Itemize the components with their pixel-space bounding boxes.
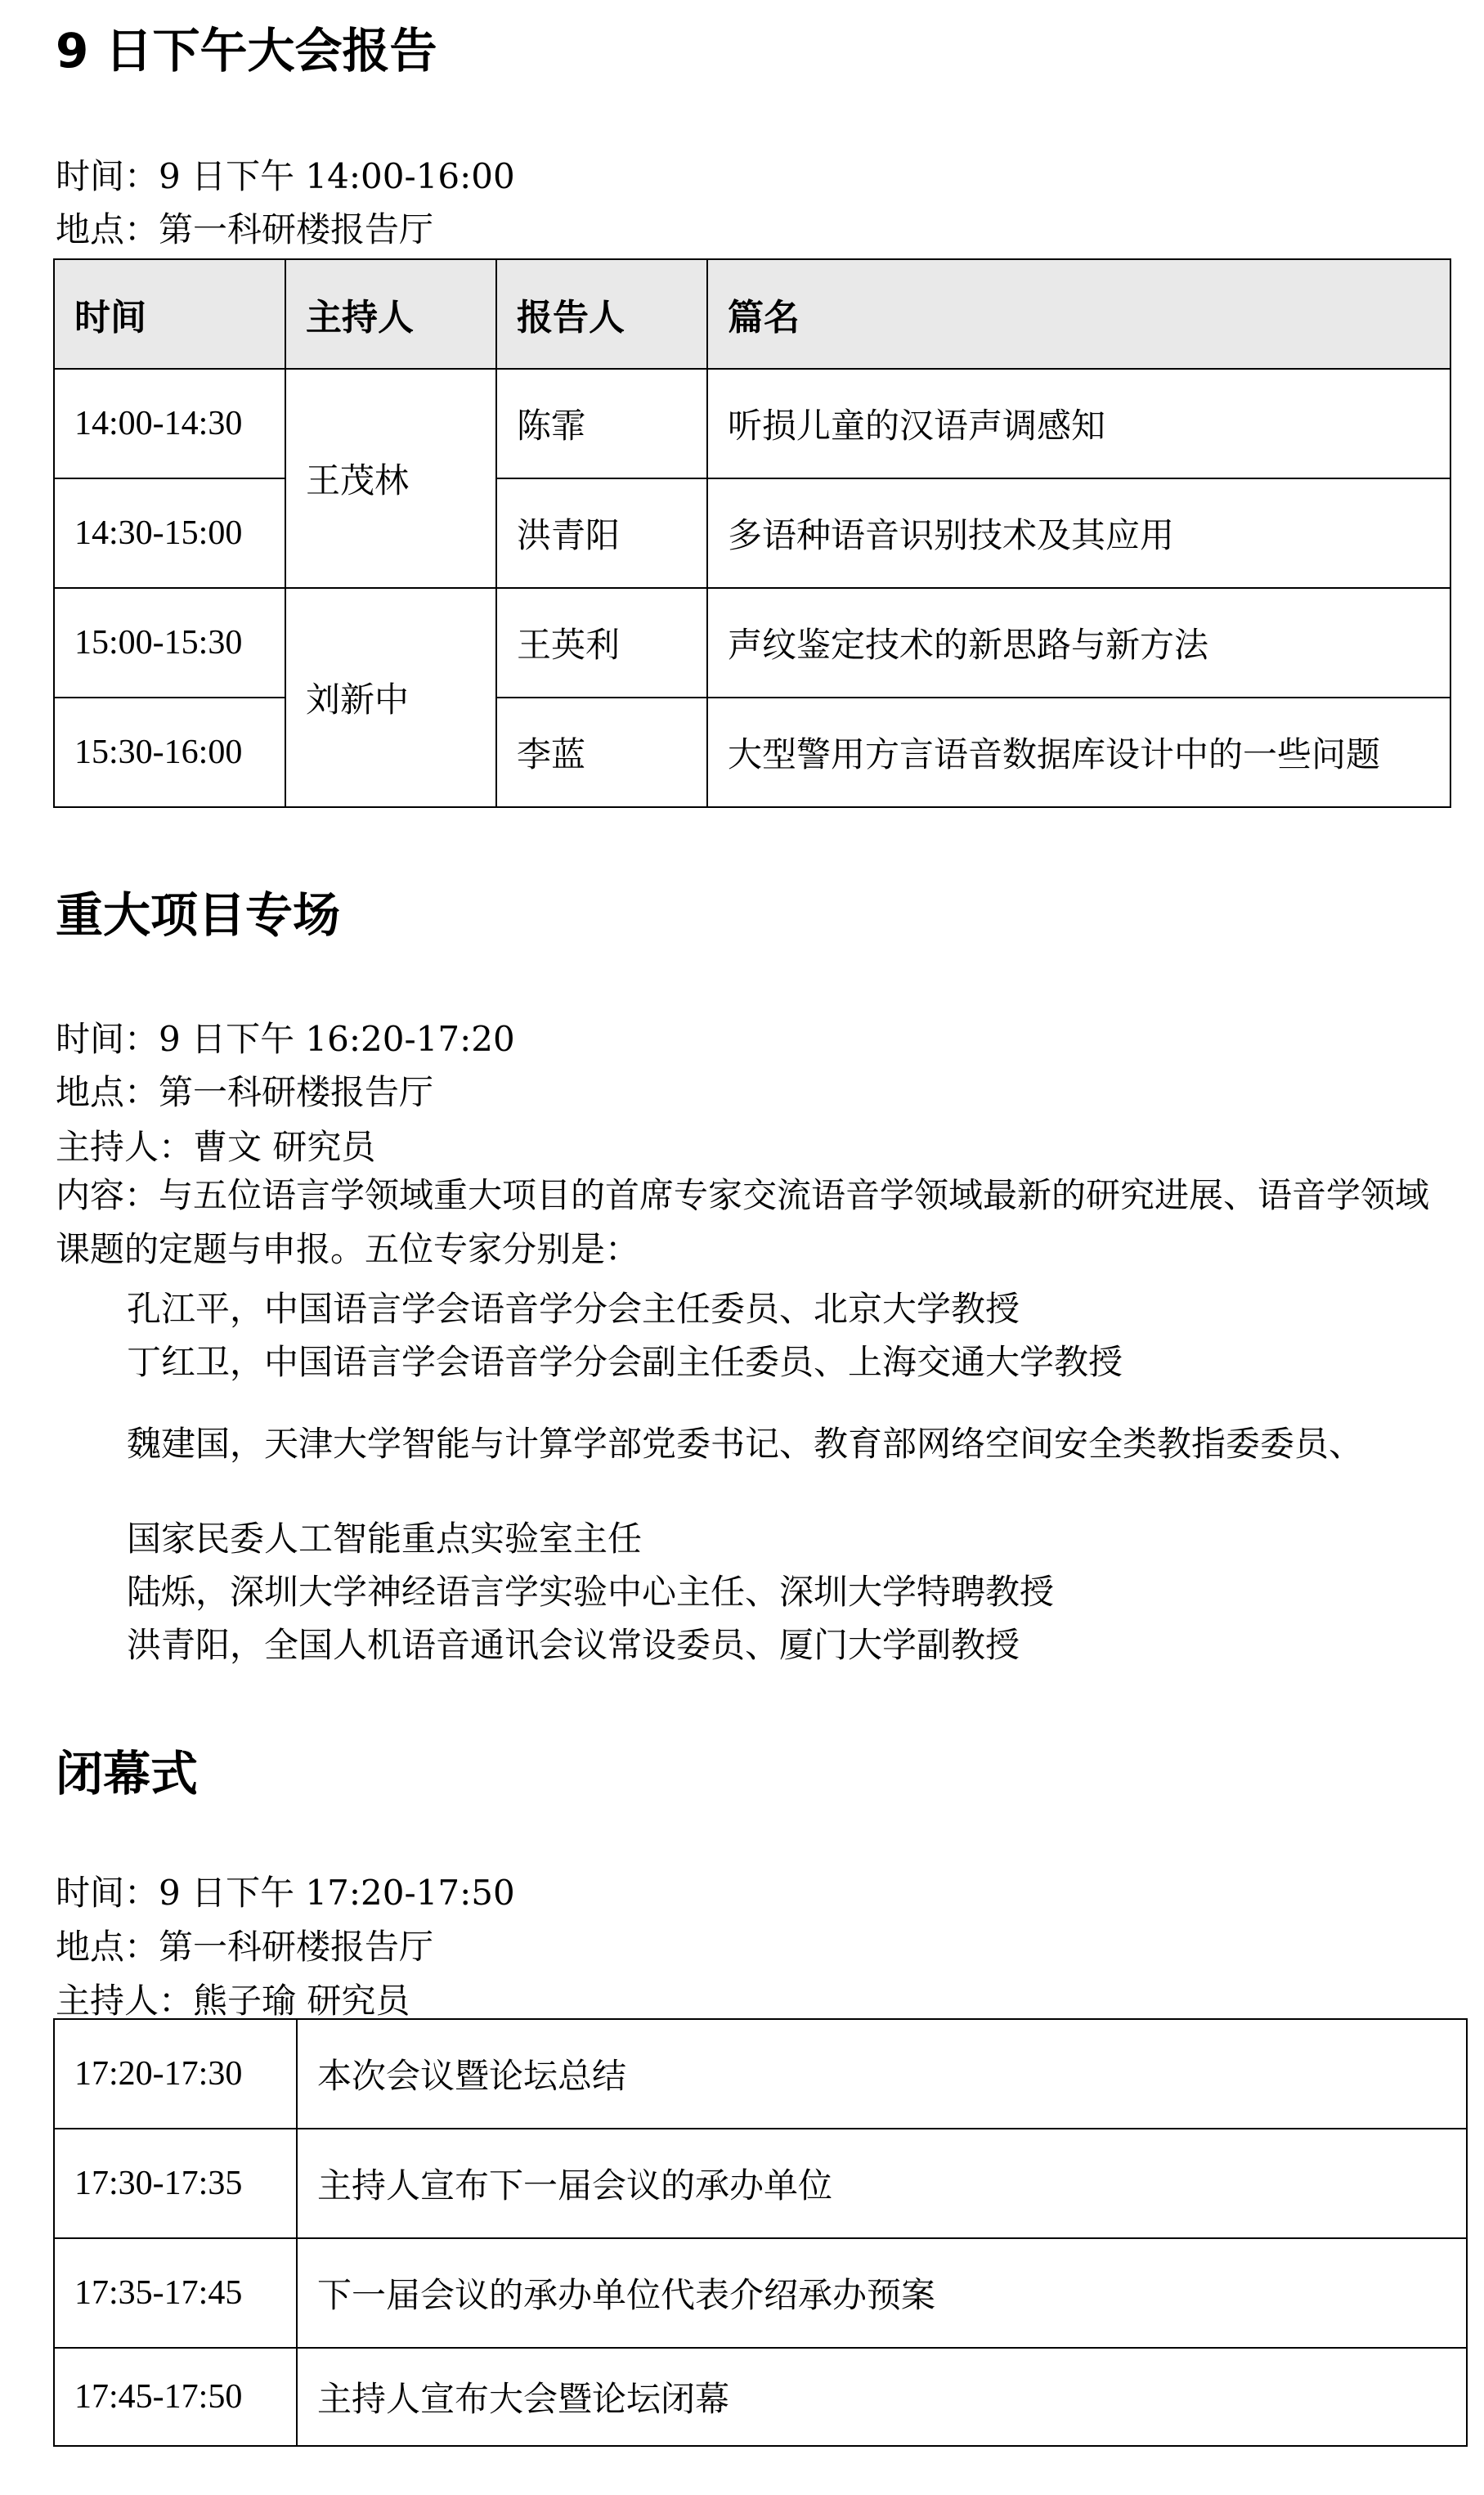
cell-title: 声纹鉴定技术的新思路与新方法 [707, 588, 1450, 698]
cell-time: 15:30-16:00 [54, 698, 285, 807]
cell-title: 多语种语音识别技术及其应用 [707, 478, 1450, 588]
table-row [54, 588, 1450, 698]
cell-time: 15:00-15:30 [54, 588, 285, 698]
session-place: 地点：第一科研楼报告厅 [56, 1072, 434, 1112]
cell-time: 17:45-17:50 [54, 2348, 297, 2446]
cell-title: 听损儿童的汉语声调感知 [707, 369, 1450, 478]
session-time: 时间：9 日下午 17:20-17:50 [56, 1873, 515, 1913]
cell-item: 主持人宣布下一届会议的承办单位 [297, 2129, 1467, 2238]
header-time: 时间 [54, 259, 285, 369]
session-time: 时间：9 日下午 14:00-16:00 [56, 156, 515, 196]
expert-item: 陆烁，深圳大学神经语言学实验中心主任、深圳大学特聘教授 [127, 1572, 1055, 1612]
cell-host: 王茂林 [285, 369, 496, 588]
session-time: 时间：9 日下午 16:20-17:20 [56, 1019, 515, 1059]
expert-item: 孔江平，中国语言学会语音学分会主任委员、北京大学教授 [127, 1289, 1020, 1329]
cell-speaker: 李蓝 [496, 698, 707, 807]
table-row [54, 698, 1450, 807]
table-row [54, 369, 1450, 478]
cell-time: 17:30-17:35 [54, 2129, 297, 2238]
session-content: 内容：与五位语言学领域重大项目的首席专家交流语音学领域最新的研究进展、语音学领域课题的定题与申报。五位专家分别是： [56, 1175, 1430, 1269]
header-title: 篇名 [707, 259, 1450, 369]
cell-title: 大型警用方言语音数据库设计中的一些问题 [707, 698, 1450, 807]
expert-item-continuation: 国家民委人工智能重点实验室主任 [127, 1519, 643, 1559]
session-host: 主持人：曹文 研究员 [56, 1127, 376, 1167]
cell-time: 14:30-15:00 [54, 478, 285, 588]
expert-item: 丁红卫，中国语言学会语音学分会副主任委员、上海交通大学教授 [127, 1342, 1123, 1382]
cell-host: 刘新中 [285, 588, 496, 807]
cell-time: 17:35-17:45 [54, 2238, 297, 2348]
table-row [54, 2348, 1467, 2446]
table-row [54, 478, 1450, 588]
report-schedule-table [53, 258, 1451, 808]
table-row [54, 2129, 1467, 2238]
closing-schedule-table [53, 2018, 1468, 2447]
session-place: 地点：第一科研楼报告厅 [56, 209, 434, 249]
session-host: 主持人：熊子瑜 研究员 [56, 1981, 410, 2021]
cell-time: 17:20-17:30 [54, 2019, 297, 2129]
cell-item: 下一届会议的承办单位代表介绍承办预案 [297, 2238, 1467, 2348]
table-row [54, 2019, 1467, 2129]
header-host: 主持人 [285, 259, 496, 369]
expert-item: 魏建国，天津大学智能与计算学部党委书记、教育部网络空间安全类教指委委员、 [127, 1424, 1364, 1464]
cell-speaker: 陈霏 [496, 369, 707, 478]
expert-item: 洪青阳，全国人机语音通讯会议常设委员、厦门大学副教授 [127, 1625, 1020, 1665]
section-title-closing: 闭幕式 [56, 1746, 199, 1802]
cell-item: 主持人宣布大会暨论坛闭幕 [297, 2348, 1467, 2446]
cell-item: 本次会议暨论坛总结 [297, 2019, 1467, 2129]
session-place: 地点：第一科研楼报告厅 [56, 1927, 434, 1967]
section-title-major-projects: 重大项目专场 [56, 887, 341, 943]
header-speaker: 报告人 [496, 259, 707, 369]
section-title-afternoon-report: 9 日下午大会报告 [56, 23, 437, 79]
cell-speaker: 洪青阳 [496, 478, 707, 588]
table-row [54, 2238, 1467, 2348]
cell-speaker: 王英利 [496, 588, 707, 698]
table-header-row [54, 259, 1450, 369]
cell-time: 14:00-14:30 [54, 369, 285, 478]
